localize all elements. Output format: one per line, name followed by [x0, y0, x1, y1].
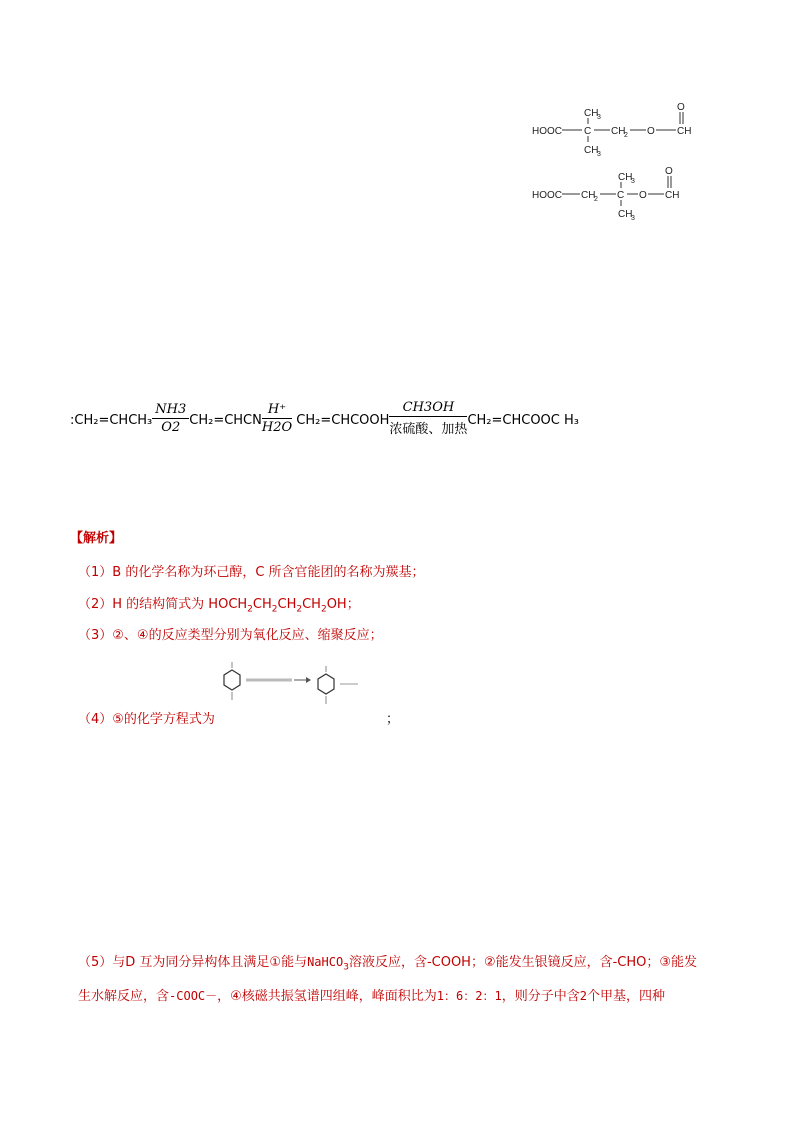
acrylonitrile: CH₂=CHCN — [189, 413, 262, 428]
methyl-bottom: CH — [584, 145, 599, 156]
answer-2: （2）H 的结构简式为 $HOCH_2CH_2CH_2CH_2OH$； — [78, 597, 360, 615]
reagent-3: $\frac{CH3OH}{\text{浓硫酸、加热}}$ — [389, 400, 468, 437]
analysis-heading: 【解析】 — [70, 531, 123, 546]
svg-text:3: 3 — [631, 215, 635, 222]
carbonyl-oxygen: O — [677, 102, 685, 113]
hooc-label: HOOC — [532, 190, 562, 201]
methylene: CH — [581, 190, 596, 201]
answer-5-line-2: 生水解反应，含-COOC－，④核磁共振氢谱四组峰，峰面积比为1：6：2：1，则分子中含2个甲基，四种 — [78, 989, 665, 1004]
svg-text:3: 3 — [597, 151, 601, 158]
isomer-structure-1 — [530, 100, 710, 162]
reagent-2: $\frac{H^+}{H2O}$ — [261, 402, 293, 435]
reagent-1: $\frac{NH3}{O2}$ — [152, 402, 189, 435]
methyl-acrylate: CH₂=CHCOOC H₃ — [467, 413, 579, 428]
svg-text:2: 2 — [594, 196, 598, 203]
methyl-top: CH — [618, 172, 633, 183]
methylene: CH — [611, 126, 626, 137]
svg-text:3: 3 — [597, 114, 601, 121]
formyl-ch: CH — [677, 126, 692, 137]
isomer-structure-2 — [530, 162, 710, 224]
acrylic-acid: CH₂=CHCOOH — [296, 413, 390, 428]
answer-1: （1）B 的化学名称为环己醇，C 所含官能团的名称为羰基； — [78, 565, 425, 580]
answer-4-end: ； — [386, 712, 400, 727]
answer-3: （3）②、④的反应类型分别为氧化反应、缩聚反应； — [78, 628, 383, 643]
methyl-top: CH — [584, 108, 599, 119]
answer-4: （4）⑤的化学方程式为 — [78, 712, 215, 727]
ester-oxygen: O — [639, 190, 647, 201]
carbonyl-oxygen: O — [665, 166, 673, 177]
answer-5-line-1: （5）与D 互为同分异构体且满足①能与NaHCO$_3$溶液反应，含-COOH；②能发生银镜反应，含-CHO；③能发 — [78, 955, 698, 973]
hooc-label: HOOC — [532, 126, 562, 137]
quaternary-carbon: C — [584, 126, 592, 137]
reaction-equation-image — [222, 660, 392, 710]
quaternary-carbon: C — [617, 190, 625, 201]
svg-text:2: 2 — [624, 132, 628, 139]
svg-text:3: 3 — [631, 178, 635, 185]
methyl-bottom: CH — [618, 209, 633, 220]
propene: :CH₂=CHCH₃ — [70, 413, 153, 428]
ester-oxygen: O — [647, 126, 655, 137]
formyl-ch: CH — [665, 190, 680, 201]
synthesis-route — [70, 402, 579, 439]
